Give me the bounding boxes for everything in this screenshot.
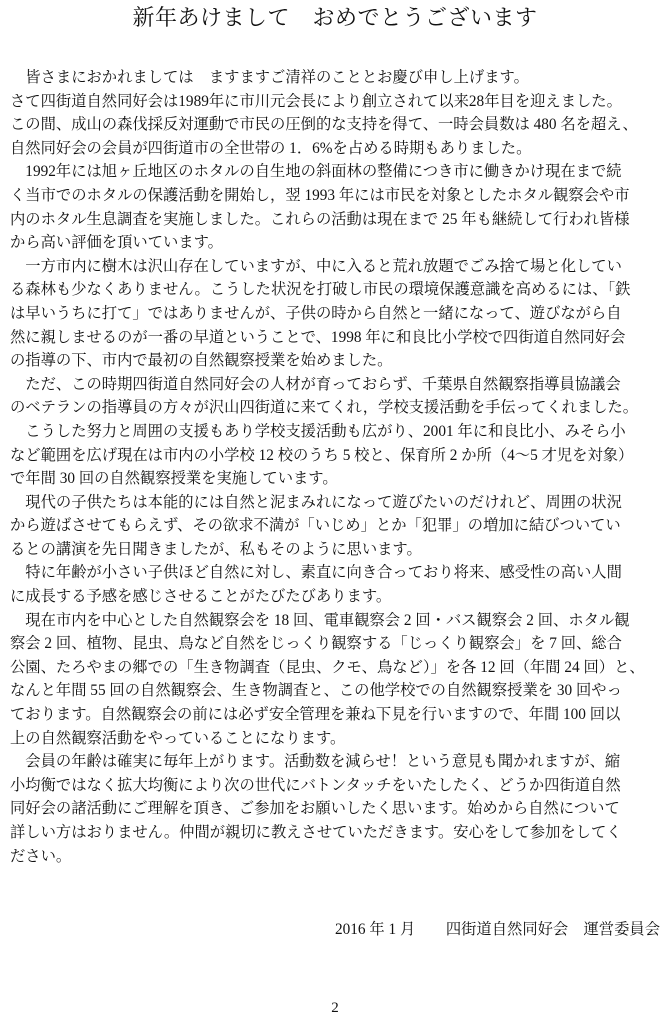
body-line: さて四街道自然同好会は1989年に市川元会長により創立されて以来28年目を迎えました。 — [10, 92, 622, 110]
body-line: 然に親しませるのが一番の早道ということで、1998 年に和良比小学校で四街道自然同好会 — [10, 328, 626, 346]
body-line: ださい。 — [10, 847, 72, 865]
body-line: ただ、この時期四街道自然同好会の人材が育っておらず、千葉県自然観察指導員協議会 — [25, 375, 621, 393]
body-line: こうした努力と周囲の支援もあり学校支援活動も広がり、2001 年に和良比小、みそら小 — [25, 422, 626, 440]
body-line: 一方市内に樹木は沢山存在していますが、中に入ると荒れ放題でごみ捨て場と化してい — [25, 257, 622, 275]
body-line: 皆さまにおかれましては ますますご清祥のこととお慶び申し上げます。 — [25, 69, 529, 86]
body-line: なんと年間 55 回の自然観察会、生き物調査と、この他学校での自然観察授業を 30 回やっ — [10, 682, 622, 700]
body-line: 会員の年齢は確実に毎年上がります。活動数を減らせ！という意見も聞かれますが、縮 — [25, 753, 621, 771]
paragraph — [10, 373, 662, 420]
body-line: のベテランの指導員の方々が沢山四街道に来てくれ，学校支援活動を手伝ってくれました。 — [10, 399, 639, 417]
paragraph — [10, 66, 662, 160]
body-line: るとの講演を先日聞きましたが、私もそのように思います。 — [10, 540, 422, 558]
page-number: 2 — [331, 1000, 339, 1016]
body-line: 上の自然観察活動をやっていることになります。 — [10, 729, 346, 747]
body-line: の指導の下、市内で最初の自然観察授業を始めました。 — [10, 352, 393, 370]
body-line: る森林も少なくありません。こうした状況を打破し市民の環境保護意識を高めるには、「鉄 — [10, 281, 631, 299]
paragraph — [10, 750, 662, 868]
body-line: 特に年齢が小さい子供ほど自然に対し、素直に向き合っており将来、感受性の高い人間 — [25, 564, 622, 582]
paragraph — [10, 609, 662, 751]
body-line: ております。自然観察会の前には必ず安全管理を兼ね下見を行いますので、年間 100 回以 — [10, 706, 621, 724]
body-line: 内のホタル生息調査を実施しました。これらの活動は現在まで 25 年も継続して行われ皆様 — [10, 210, 630, 228]
paragraph — [10, 255, 662, 373]
signature-line: 2016 年 1 月 四街道自然同好会 運営委員会 — [334, 921, 660, 938]
body-line: 察会 2 回、植物、昆虫、鳥など自然をじっくり観察する「じっくり観察会」を 7 回、総合 — [10, 635, 622, 653]
body-line: から遊ばさせてもらえず、その欲求不満が「いじめ」とか「犯罪」の増加に結びついてい — [10, 517, 621, 535]
paragraph — [10, 160, 662, 254]
paragraph — [10, 420, 662, 491]
body-line: など範囲を広げ現在は市内の小学校 12 校のうち 5 校と、保育所 2 か所（4～5 才児を対象） — [10, 446, 634, 464]
body-line: 現在市内を中心とした自然観察会を 18 回、電車観察会 2 回・バス観察会 2 回、ホタル観 — [25, 611, 630, 629]
body-line: 公園、たろやまの郷での「生き物調査（昆虫、クモ、鳥など）」を各 12 回（年間 24 回）と、 — [10, 658, 645, 676]
body-line: 同好会の諸活動にご理解を頂き、ご参加をお願いしたく思います。始めから自然について — [10, 800, 620, 818]
body-line: この間、成山の森伐採反対運動で市民の圧倒的な支持を得て、一時会員数は 480 名を超え、 — [10, 116, 638, 134]
body-line: は早いうちに打て」ではありませんが、子供の時から自然と一緒になって、遊びながら自 — [10, 304, 622, 322]
body-line: に成長する予感を感じさせることがたびたびあります。 — [10, 588, 392, 606]
body-line: 現代の子供たちは本能的には自然と泥まみれになって遊びたいのだけれど、周囲の状況 — [25, 493, 622, 511]
body-line: 詳しい方はおりません。仲間が親切に教えさせていただきます。安心をして参加をしてく — [10, 824, 622, 841]
body-line: 自然同好会の会員が四街道市の全世帯の 1．6%を占める時期もありました。 — [10, 139, 532, 157]
body-line: で年間 30 回の自然観察授業を実施しています。 — [10, 470, 338, 488]
body-line: 1992年には旭ヶ丘地区のホタルの自生地の斜面林の整備につき市に働きかけ現在まで続 — [25, 163, 622, 181]
document-body — [10, 66, 662, 868]
body-line: く当市でのホタルの保護活動を開始し，翌 1993 年には市民を対象としたホタル観察会や市 — [10, 186, 630, 204]
paragraph — [10, 491, 662, 562]
body-line: 小均衡ではなく拡大均衡により次の世代にバトンタッチをいたしたく、どうか四街道自然 — [10, 776, 621, 794]
body-line: から高い評価を頂いています。 — [10, 234, 223, 252]
document-title: 新年あけまして おめでとうございます — [132, 5, 538, 30]
paragraph — [10, 561, 662, 608]
